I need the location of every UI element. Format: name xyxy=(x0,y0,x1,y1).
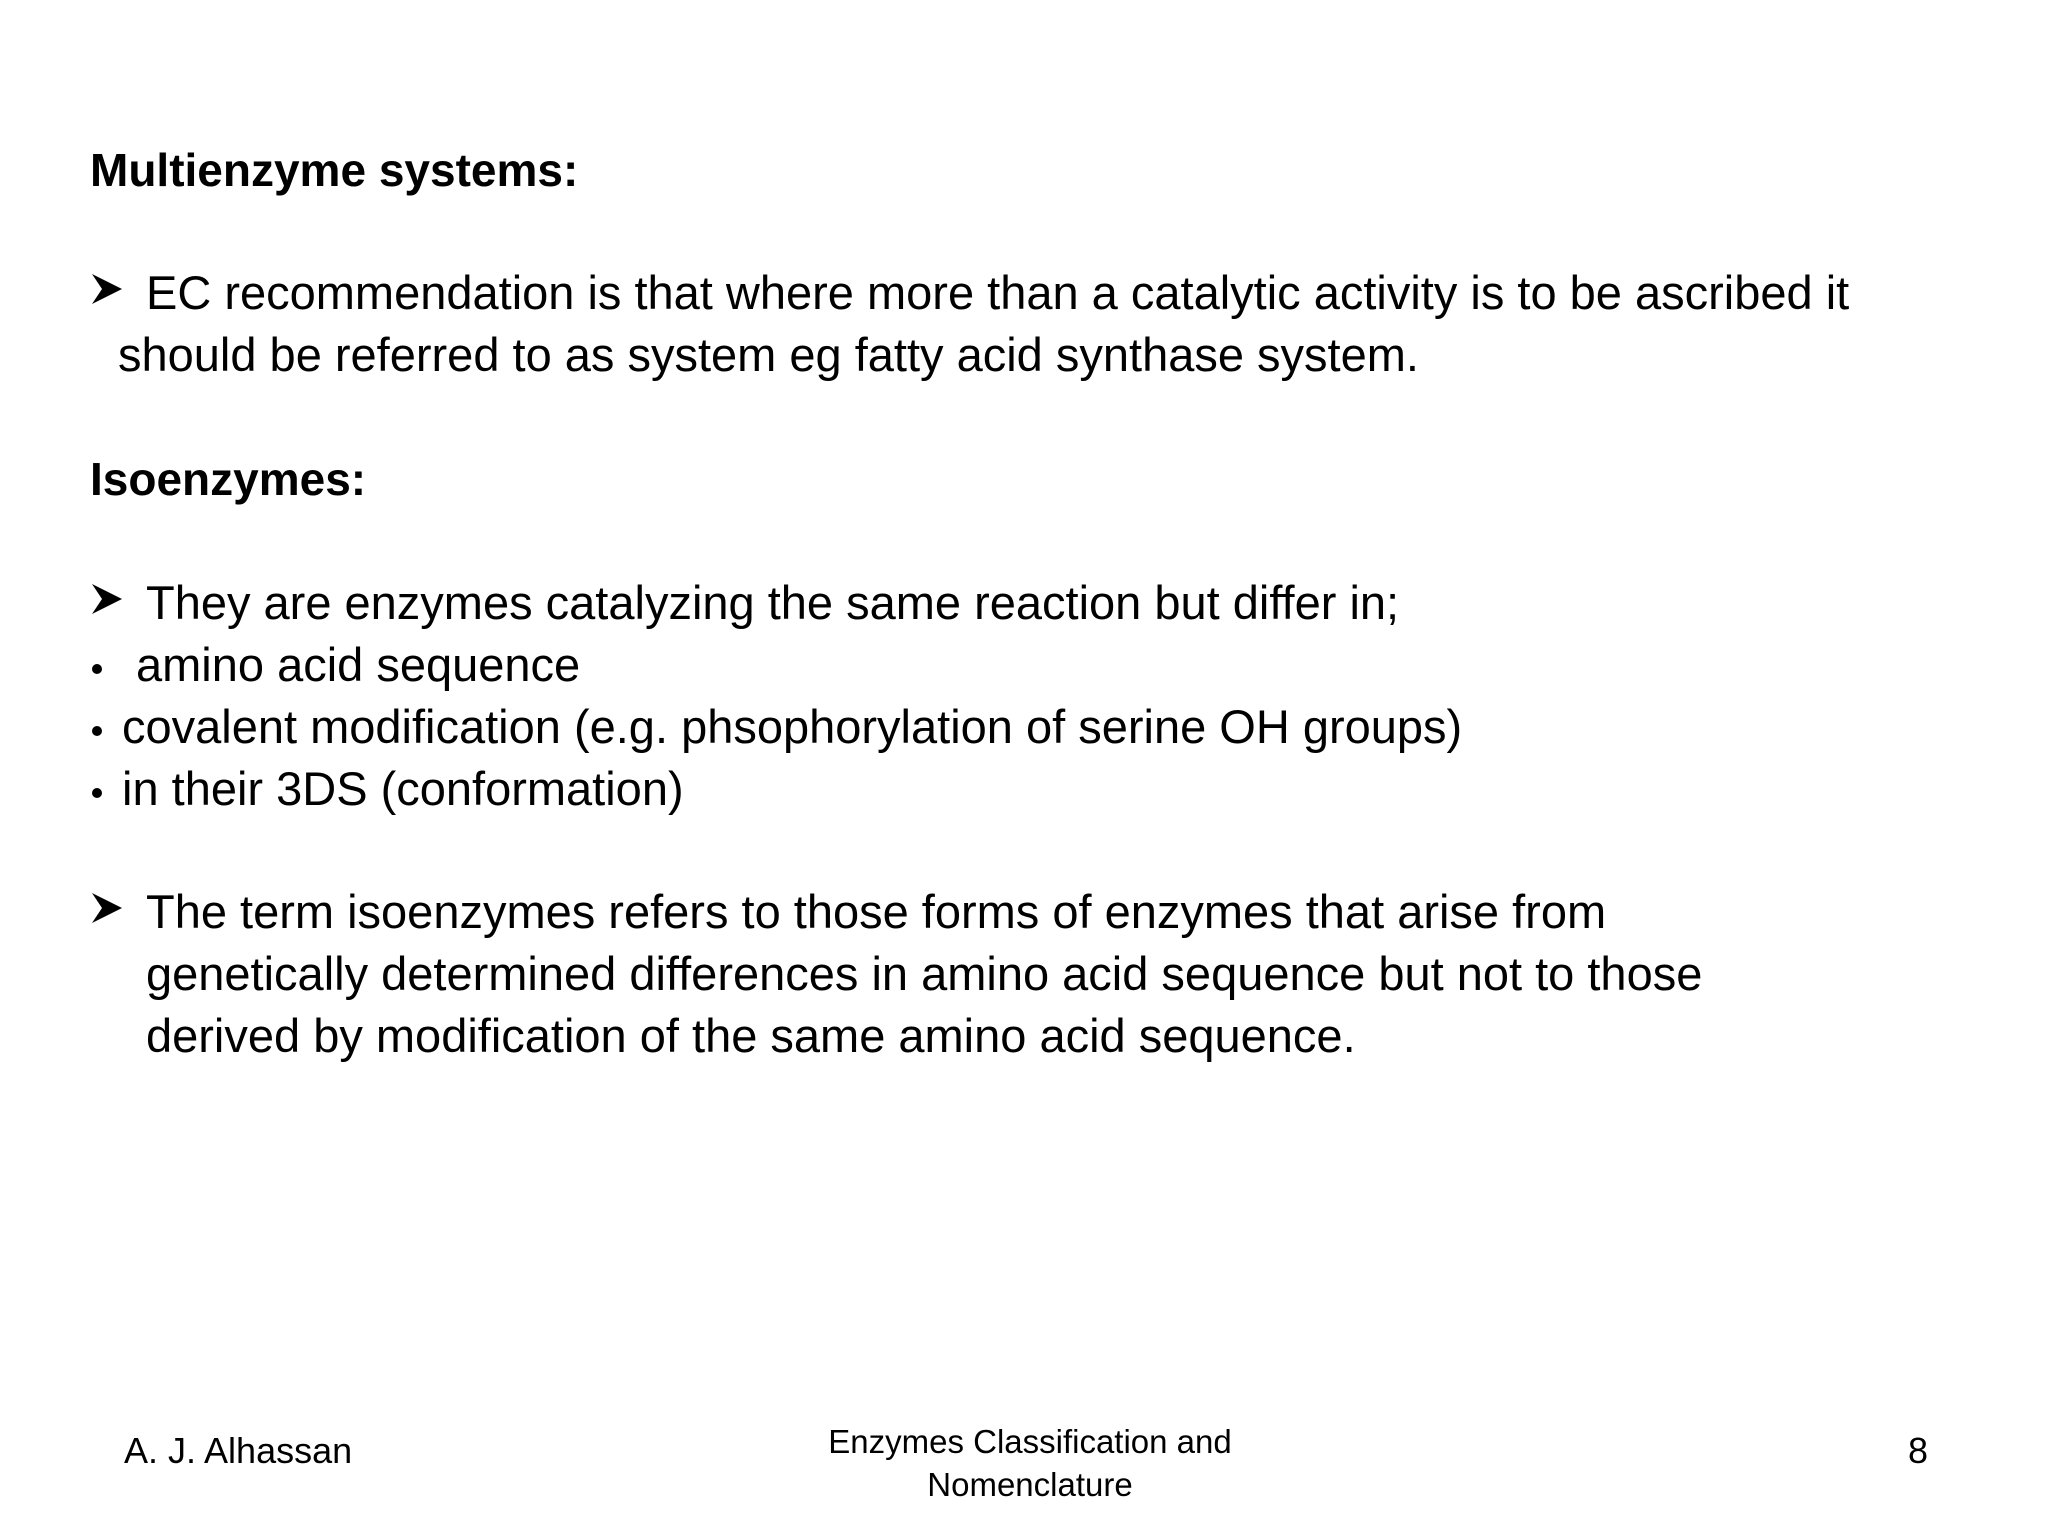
arrowhead-bullet-icon xyxy=(90,272,124,306)
heading-isoenzymes: Isoenzymes: xyxy=(90,453,367,505)
multienzyme-point-line1: EC recommendation is that where more than a catalytic activity is to be ascribed it xyxy=(146,266,1850,319)
dot-bullet-icon xyxy=(92,723,102,741)
dot-bullet-icon xyxy=(92,785,102,803)
multienzyme-point-line2: should be referred to as system eg fatty acid synthase system. xyxy=(118,328,1419,381)
footer-title-line1: Enzymes Classification and xyxy=(828,1423,1232,1460)
arrowhead-bullet-icon xyxy=(90,891,124,925)
dot-bullet-icon xyxy=(92,661,102,679)
footer-title xyxy=(780,1420,1280,1506)
isoenzymes-point1: They are enzymes catalyzing the same reaction but differ in; xyxy=(146,576,1400,629)
arrowhead-bullet-icon xyxy=(90,582,124,616)
isoenzymes-bullet-3: in their 3DS (conformation) xyxy=(122,762,684,815)
isoenzymes-point2-line2: genetically determined differences in amino acid sequence but not to those xyxy=(146,947,1703,1000)
heading-multienzyme-systems: Multienzyme systems: xyxy=(90,144,579,196)
page-number: 8 xyxy=(1908,1430,1929,1471)
isoenzymes-point2-line1: The term isoenzymes refers to those forms of enzymes that arise from xyxy=(146,885,1607,938)
footer-title-line2: Nomenclature xyxy=(927,1466,1133,1503)
arrow-bullet xyxy=(90,272,124,311)
footer-author: A. J. Alhassan xyxy=(124,1430,353,1471)
arrow-bullet xyxy=(90,582,124,621)
isoenzymes-point2-line3: derived by modification of the same amino acid sequence. xyxy=(146,1009,1356,1062)
arrow-bullet xyxy=(90,891,124,930)
isoenzymes-bullet-2: covalent modification (e.g. phsophorylation of serine OH groups) xyxy=(122,700,1463,753)
isoenzymes-bullet-1: amino acid sequence xyxy=(136,638,581,691)
